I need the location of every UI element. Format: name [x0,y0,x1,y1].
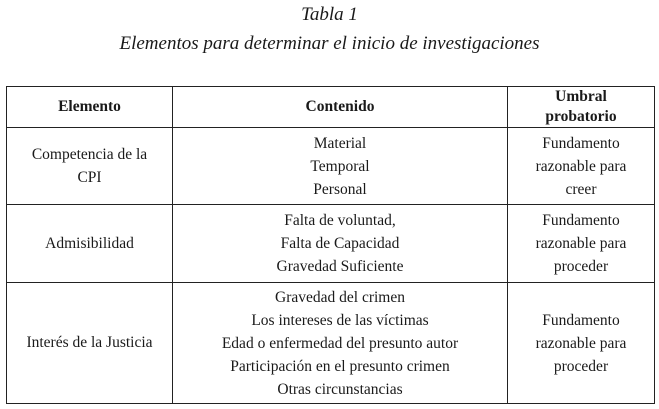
table-number: Tabla 1 [301,4,358,25]
contenido-line: Gravedad del crimen [275,288,405,306]
elemento-cell [7,205,173,283]
table-row [7,283,655,404]
contenido-line: Edad o enfermedad del presunto autor [221,334,459,352]
umbral-cell [508,128,655,205]
contenido-cell [173,283,508,404]
table-title: Elementos para determinar el inicio de investigaciones [119,33,540,54]
contenido-line: Participación en el presunto crimen [230,357,450,375]
contenido-line: Material [313,134,367,152]
umbral-text: Fundamento razonable para creer [535,134,627,198]
contenido-line: Temporal [310,157,370,175]
umbral-text: Fundamento razonable para proceder [535,212,627,275]
table-header-row [7,87,655,128]
contenido-cell [173,205,508,283]
elemento-text: Interés de la Justicia [26,334,153,351]
umbral-cell [508,283,655,404]
contenido-cell [173,128,508,205]
header-elemento: Elemento [7,87,173,128]
contenido-line: Gravedad Suficiente [276,258,404,275]
contenido-line: Personal [313,180,367,198]
table-row [7,128,655,205]
elemento-cell [7,283,173,404]
header-umbral [508,87,655,128]
elemento-cell [7,128,173,205]
elements-table [6,86,655,404]
umbral-cell [508,205,655,283]
contenido-line: Otras circunstancias [277,380,403,398]
contenido-line: Falta de Capacidad [280,235,400,252]
table-row [7,205,655,283]
elemento-text: Admisibilidad [45,234,134,252]
contenido-line: Los intereses de las víctimas [251,311,429,329]
elemento-text: Competencia de la CPI [31,146,148,186]
umbral-text: Fundamento razonable para proceder [535,311,627,375]
header-contenido: Contenido [173,87,508,128]
contenido-line: Falta de voluntad, [284,212,396,229]
header-umbral-text: Umbral probatorio [545,88,617,125]
